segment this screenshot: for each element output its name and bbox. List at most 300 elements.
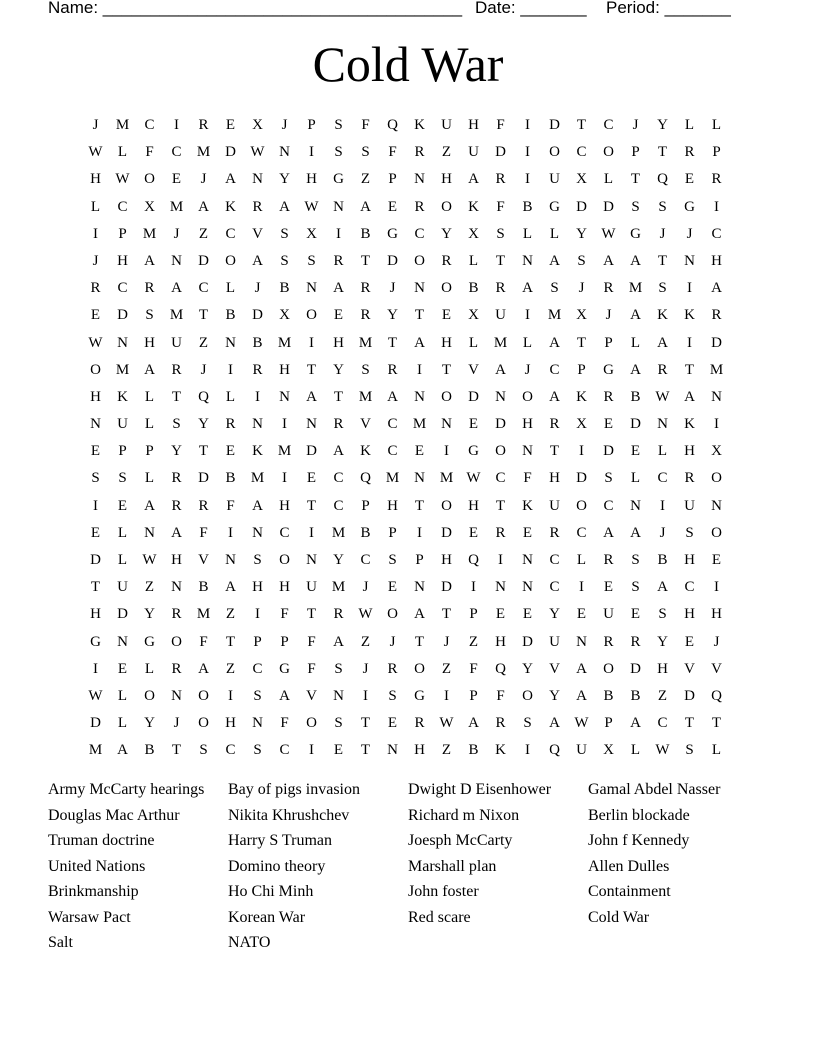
- grid-cell: R: [414, 715, 425, 732]
- grid-cell: Z: [441, 742, 452, 759]
- grid-cell: A: [117, 742, 128, 759]
- grid-cell: I: [309, 334, 314, 351]
- grid-cell: T: [576, 334, 587, 351]
- grid-cell: N: [414, 388, 425, 405]
- grid-cell: E: [90, 524, 101, 541]
- grid-cell: R: [171, 470, 182, 487]
- grid-cell: T: [198, 443, 209, 460]
- grid-cell: E: [306, 470, 317, 487]
- word-list-item: Joesph McCarty: [408, 832, 513, 849]
- grid-cell: B: [279, 280, 290, 297]
- grid-cell: N: [306, 552, 317, 568]
- grid-cell: T: [414, 307, 425, 324]
- grid-cell: A: [144, 497, 155, 514]
- grid-cell: N: [522, 252, 533, 269]
- grid-cell: A: [171, 524, 182, 541]
- grid-cell: A: [252, 252, 263, 269]
- grid-row: [82, 465, 730, 492]
- grid-cell: R: [603, 280, 614, 297]
- grid-cell: N: [252, 715, 263, 732]
- grid-cell: T: [414, 497, 425, 514]
- grid-cell: A: [198, 660, 209, 677]
- grid-cell: O: [522, 388, 533, 405]
- grid-cell: L: [225, 280, 236, 297]
- grid-cell: M: [547, 307, 562, 324]
- grid-cell: R: [603, 552, 614, 568]
- grid-cell: Y: [333, 552, 344, 568]
- grid-cell: N: [414, 171, 425, 188]
- grid-cell: A: [252, 497, 263, 514]
- grid-cell: U: [117, 579, 128, 596]
- grid-cell: V: [306, 687, 317, 704]
- grid-cell: I: [525, 307, 530, 324]
- grid-cell: W: [655, 742, 670, 759]
- grid-cell: U: [306, 579, 317, 596]
- grid-cell: T: [657, 144, 668, 161]
- grid-cell: N: [117, 633, 128, 650]
- grid-cell: J: [200, 361, 207, 378]
- grid-cell: N: [684, 252, 695, 269]
- grid-cell: L: [711, 742, 722, 759]
- grid-cell: P: [118, 443, 127, 460]
- grid-cell: J: [389, 280, 396, 297]
- grid-cell: W: [439, 715, 454, 732]
- grid-cell: D: [225, 144, 236, 161]
- grid-cell: E: [711, 552, 722, 568]
- grid-cell: S: [685, 742, 694, 759]
- grid-cell: N: [414, 470, 425, 487]
- period-field: Period: _______: [606, 0, 731, 17]
- grid-cell: M: [169, 198, 184, 215]
- grid-cell: A: [603, 524, 614, 541]
- grid-cell: C: [576, 524, 587, 541]
- grid-cell: R: [171, 497, 182, 514]
- word-list-item: Containment: [588, 883, 671, 900]
- grid-cell: O: [387, 606, 398, 623]
- grid-cell: B: [198, 579, 209, 596]
- word-list-item: Allen Dulles: [588, 857, 670, 875]
- grid-cell: C: [279, 742, 290, 759]
- grid-cell: M: [250, 470, 265, 487]
- grid-cell: D: [117, 606, 128, 623]
- grid-cell: F: [199, 633, 208, 650]
- grid-cell: J: [524, 361, 531, 378]
- grid-cell: M: [358, 388, 373, 405]
- grid-cell: S: [361, 144, 370, 161]
- grid-cell: R: [90, 280, 101, 297]
- grid-cell: H: [90, 606, 101, 623]
- grid-cell: L: [684, 117, 695, 133]
- grid-cell: J: [713, 633, 720, 650]
- grid-row: [82, 493, 730, 520]
- grid-cell: H: [171, 552, 182, 568]
- grid-cell: D: [441, 579, 452, 596]
- grid-cell: H: [414, 742, 425, 759]
- grid-cell: G: [333, 171, 344, 188]
- grid-cell: N: [306, 280, 317, 297]
- grid-cell: N: [252, 416, 263, 433]
- grid-cell: K: [576, 388, 587, 405]
- grid-cell: X: [144, 198, 155, 215]
- grid-cell: R: [333, 252, 344, 269]
- grid-row: [82, 629, 730, 656]
- grid-cell: X: [576, 307, 587, 324]
- grid-row: [82, 520, 730, 547]
- grid-cell: I: [93, 497, 98, 514]
- grid-cell: Y: [522, 660, 533, 677]
- grid-cell: K: [117, 388, 128, 405]
- grid-cell: H: [684, 552, 695, 568]
- grid-cell: C: [198, 280, 209, 297]
- grid-cell: L: [117, 687, 128, 704]
- grid-cell: M: [196, 606, 211, 623]
- grid-cell: C: [549, 552, 560, 568]
- word-list-item: Nikita Khrushchev: [228, 806, 350, 824]
- grid-cell: P: [604, 334, 613, 351]
- grid-cell: X: [576, 416, 587, 433]
- grid-cell: R: [657, 361, 668, 378]
- grid-cell: F: [496, 687, 505, 704]
- grid-cell: M: [385, 470, 400, 487]
- grid-cell: E: [90, 307, 101, 324]
- grid-cell: N: [279, 388, 290, 405]
- grid-cell: I: [525, 742, 530, 759]
- grid-cell: E: [117, 497, 128, 514]
- grid-cell: A: [684, 388, 695, 405]
- grid-cell: I: [444, 687, 449, 704]
- grid-cell: R: [549, 416, 560, 433]
- grid-cell: Q: [360, 470, 371, 487]
- grid-cell: O: [603, 660, 614, 677]
- grid-row: [82, 112, 730, 139]
- grid-cell: A: [630, 252, 641, 269]
- grid-cell: T: [684, 715, 695, 732]
- grid-cell: N: [414, 579, 425, 596]
- grid-cell: F: [199, 524, 208, 541]
- grid-cell: H: [225, 715, 236, 732]
- grid-cell: C: [279, 524, 290, 541]
- grid-cell: W: [601, 225, 616, 242]
- grid-cell: M: [142, 225, 157, 242]
- grid-cell: A: [549, 334, 560, 351]
- grid-cell: V: [198, 552, 209, 568]
- grid-cell: V: [252, 225, 263, 242]
- grid-cell: E: [387, 198, 398, 215]
- grid-cell: C: [414, 225, 425, 242]
- grid-cell: A: [468, 715, 479, 732]
- grid-cell: V: [549, 660, 560, 677]
- grid-row: [82, 139, 730, 166]
- grid-cell: I: [687, 334, 692, 351]
- grid-cell: C: [225, 742, 236, 759]
- grid-row: [82, 302, 730, 329]
- grid-cell: J: [686, 225, 693, 242]
- grid-cell: F: [280, 606, 289, 623]
- grid-cell: T: [360, 252, 371, 269]
- grid-cell: J: [659, 225, 666, 242]
- grid-cell: D: [468, 388, 479, 405]
- grid-cell: I: [309, 524, 314, 541]
- grid-cell: H: [387, 497, 398, 514]
- grid-cell: T: [333, 388, 344, 405]
- grid-cell: A: [198, 198, 209, 215]
- grid-cell: N: [333, 198, 344, 215]
- grid-cell: R: [360, 307, 371, 324]
- grid-cell: K: [684, 416, 695, 433]
- grid-cell: T: [495, 497, 506, 514]
- grid-cell: W: [574, 715, 589, 732]
- grid-cell: J: [443, 633, 450, 650]
- grid-cell: J: [362, 660, 369, 677]
- grid-row: [82, 737, 730, 764]
- word-list-item: Bay of pigs invasion: [228, 781, 360, 798]
- grid-cell: R: [171, 660, 182, 677]
- grid-cell: Q: [549, 742, 560, 759]
- grid-cell: H: [279, 579, 290, 596]
- grid-cell: H: [657, 660, 668, 677]
- grid-cell: A: [360, 198, 371, 215]
- word-list-item: Truman doctrine: [48, 832, 155, 849]
- grid-cell: P: [469, 687, 478, 704]
- grid-cell: G: [630, 225, 641, 242]
- grid-cell: U: [117, 416, 128, 433]
- grid-cell: B: [657, 552, 668, 568]
- grid-cell: J: [92, 252, 99, 269]
- grid-cell: L: [468, 252, 479, 269]
- grid-cell: Z: [441, 144, 452, 161]
- grid-cell: E: [225, 443, 236, 460]
- grid-cell: O: [198, 715, 209, 732]
- grid-cell: U: [576, 742, 587, 759]
- grid-cell: S: [388, 552, 397, 568]
- grid-cell: O: [144, 687, 155, 704]
- grid-cell: E: [117, 660, 128, 677]
- grid-cell: C: [603, 497, 614, 514]
- grid-cell: W: [142, 552, 157, 568]
- grid-cell: R: [225, 416, 236, 433]
- grid-cell: J: [254, 280, 261, 297]
- grid-row: [82, 166, 730, 193]
- grid-cell: X: [306, 225, 317, 242]
- grid-cell: O: [441, 280, 452, 297]
- grid-cell: S: [658, 280, 667, 297]
- grid-cell: R: [630, 633, 641, 650]
- grid-cell: Y: [144, 606, 155, 623]
- grid-cell: Q: [495, 660, 506, 677]
- grid-row: [82, 683, 730, 710]
- grid-cell: T: [657, 252, 668, 269]
- grid-cell: C: [225, 225, 236, 242]
- grid-cell: E: [387, 579, 398, 596]
- grid-cell: R: [387, 361, 398, 378]
- grid-cell: T: [387, 334, 398, 351]
- grid-cell: L: [117, 524, 128, 541]
- word-list-item: NATO: [228, 934, 271, 951]
- grid-cell: N: [225, 552, 236, 568]
- grid-cell: P: [145, 443, 154, 460]
- grid-cell: P: [631, 144, 640, 161]
- grid-cell: M: [358, 334, 373, 351]
- grid-cell: E: [171, 171, 182, 188]
- grid-cell: P: [280, 633, 289, 650]
- grid-cell: R: [441, 252, 452, 269]
- grid-cell: D: [522, 633, 533, 650]
- grid-cell: Y: [387, 307, 398, 324]
- grid-cell: H: [90, 388, 101, 405]
- grid-cell: Z: [225, 660, 236, 677]
- word-list-item: John foster: [408, 883, 479, 900]
- grid-cell: L: [657, 443, 668, 460]
- grid-cell: K: [657, 307, 668, 324]
- grid-cell: D: [576, 198, 587, 215]
- grid-cell: J: [389, 633, 396, 650]
- word-list-item: Domino theory: [228, 857, 326, 875]
- grid-cell: O: [711, 470, 722, 487]
- grid-cell: F: [388, 144, 397, 161]
- grid-cell: N: [495, 579, 506, 596]
- grid-cell: C: [495, 470, 506, 487]
- grid-cell: C: [603, 117, 614, 133]
- grid-cell: Q: [711, 687, 722, 704]
- word-list-item: Gamal Abdel Nasser: [588, 781, 721, 798]
- grid-cell: I: [579, 443, 584, 460]
- grid-cell: S: [658, 606, 667, 623]
- grid-cell: I: [363, 687, 368, 704]
- grid-cell: O: [576, 497, 587, 514]
- word-list: [48, 779, 768, 958]
- grid-cell: N: [522, 552, 533, 568]
- grid-cell: C: [171, 144, 182, 161]
- grid-cell: E: [576, 606, 587, 623]
- grid-cell: E: [387, 715, 398, 732]
- grid-cell: W: [466, 470, 481, 487]
- grid-cell: S: [91, 470, 100, 487]
- grid-cell: L: [522, 225, 533, 242]
- grid-cell: L: [144, 388, 155, 405]
- grid-cell: E: [630, 606, 641, 623]
- grid-cell: D: [603, 443, 614, 460]
- grid-cell: S: [307, 252, 316, 269]
- grid-cell: I: [417, 524, 422, 541]
- grid-cell: S: [145, 307, 154, 324]
- grid-cell: T: [630, 171, 641, 188]
- grid-cell: T: [549, 443, 560, 460]
- grid-cell: J: [173, 225, 180, 242]
- grid-cell: J: [200, 171, 207, 188]
- grid-cell: N: [522, 443, 533, 460]
- grid-cell: S: [496, 225, 505, 242]
- grid-cell: J: [659, 524, 666, 541]
- grid-cell: W: [88, 334, 103, 351]
- grid-cell: F: [307, 633, 316, 650]
- grid-cell: K: [225, 198, 236, 215]
- grid-row: [82, 194, 730, 221]
- grid-cell: U: [603, 606, 614, 623]
- grid-cell: K: [522, 497, 533, 514]
- grid-cell: T: [711, 715, 722, 732]
- grid-cell: H: [117, 252, 128, 269]
- grid-cell: L: [630, 470, 641, 487]
- grid-cell: X: [603, 742, 614, 759]
- grid-cell: A: [225, 171, 236, 188]
- grid-cell: O: [603, 144, 614, 161]
- grid-cell: B: [630, 687, 641, 704]
- grid-cell: N: [387, 742, 398, 759]
- grid-cell: G: [603, 361, 614, 378]
- grid-cell: R: [387, 660, 398, 677]
- grid-cell: G: [144, 633, 155, 650]
- grid-cell: A: [549, 252, 560, 269]
- grid-cell: H: [441, 171, 452, 188]
- word-list-item: Ho Chi Minh: [228, 883, 314, 900]
- grid-cell: I: [714, 579, 719, 596]
- grid-cell: D: [711, 334, 722, 351]
- date-field: Date: _______: [475, 0, 587, 17]
- grid-cell: L: [117, 552, 128, 568]
- grid-cell: A: [414, 606, 425, 623]
- grid-cell: V: [711, 660, 722, 677]
- grid-cell: E: [468, 524, 479, 541]
- grid-cell: U: [495, 307, 506, 324]
- grid-cell: R: [333, 416, 344, 433]
- grid-cell: Y: [549, 606, 560, 623]
- grid-cell: C: [252, 660, 263, 677]
- grid-cell: C: [576, 144, 587, 161]
- grid-cell: F: [280, 715, 289, 732]
- grid-cell: S: [523, 715, 532, 732]
- grid-cell: P: [604, 715, 613, 732]
- grid-cell: H: [279, 497, 290, 514]
- grid-cell: I: [282, 470, 287, 487]
- grid-cell: C: [117, 280, 128, 297]
- grid-cell: T: [684, 361, 695, 378]
- grid-cell: T: [414, 633, 425, 650]
- grid-cell: I: [687, 280, 692, 297]
- grid-cell: M: [493, 334, 508, 351]
- letter-grid: [82, 112, 730, 765]
- grid-cell: I: [282, 416, 287, 433]
- grid-cell: R: [495, 280, 506, 297]
- grid-cell: M: [628, 280, 643, 297]
- grid-cell: G: [279, 660, 290, 677]
- grid-cell: C: [549, 361, 560, 378]
- grid-cell: L: [468, 334, 479, 351]
- grid-cell: T: [225, 633, 236, 650]
- grid-cell: E: [225, 117, 236, 133]
- grid-cell: A: [171, 280, 182, 297]
- word-list-item: Brinkmanship: [48, 883, 139, 900]
- grid-cell: W: [250, 144, 265, 161]
- grid-cell: H: [306, 171, 317, 188]
- word-list-item: John f Kennedy: [588, 832, 690, 849]
- grid-cell: D: [252, 307, 263, 324]
- grid-cell: I: [228, 687, 233, 704]
- grid-cell: U: [171, 334, 182, 351]
- grid-cell: P: [388, 171, 397, 188]
- grid-cell: O: [414, 252, 425, 269]
- grid-cell: M: [196, 144, 211, 161]
- grid-cell: O: [306, 307, 317, 324]
- grid-row: [82, 574, 730, 601]
- grid-cell: D: [387, 252, 398, 269]
- grid-cell: I: [714, 198, 719, 215]
- grid-cell: L: [711, 117, 722, 133]
- grid-cell: S: [361, 361, 370, 378]
- grid-cell: M: [709, 361, 724, 378]
- grid-cell: F: [469, 660, 478, 677]
- grid-cell: N: [252, 171, 263, 188]
- grid-cell: Q: [468, 552, 479, 568]
